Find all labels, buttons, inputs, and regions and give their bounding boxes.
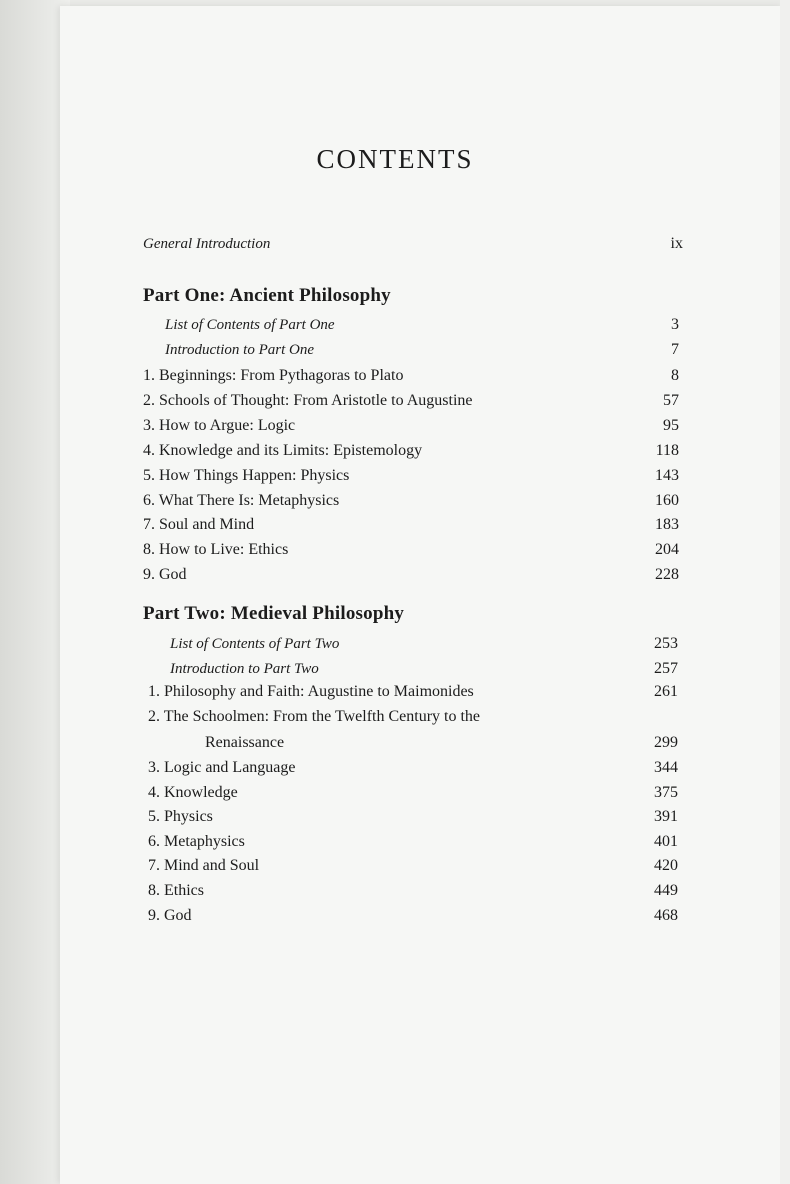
toc-chapter-label: 6. Metaphysics	[148, 832, 245, 850]
toc-entry-label: Introduction to Part One	[165, 342, 315, 358]
toc-chapter-page: 143	[655, 466, 679, 484]
toc-entry-label: List of Contents of Part Two	[170, 636, 340, 652]
toc-chapter-label: 2. The Schoolmen: From the Twelfth Century to the	[148, 708, 481, 725]
toc-chapter-page: 449	[654, 882, 678, 899]
toc-entry-introduction-part-one	[165, 338, 679, 362]
toc-chapter	[143, 489, 679, 513]
toc-chapter-label: 5. How Things Happen: Physics	[143, 466, 350, 484]
toc-chapter-page: 160	[655, 491, 679, 509]
toc-chapter-page: 468	[654, 906, 678, 924]
toc-chapter	[148, 680, 678, 704]
toc-chapter-page: 204	[655, 541, 679, 559]
toc-entry-page: 3	[671, 316, 679, 333]
toc-chapter	[148, 705, 678, 729]
toc-chapter	[143, 364, 679, 388]
toc-entry-general-introduction	[143, 232, 683, 256]
toc-chapter	[148, 854, 678, 878]
toc-chapter	[143, 464, 679, 488]
toc-chapter-label: 9. God	[143, 566, 187, 584]
toc-chapter-label: 6. What There Is: Metaphysics	[143, 491, 340, 509]
toc-chapter	[143, 389, 679, 413]
toc-chapter-page: 228	[655, 566, 679, 584]
toc-chapter	[143, 538, 679, 562]
toc-entry-page: 7	[671, 341, 679, 358]
toc-entry-label: Introduction to Part Two	[170, 661, 319, 677]
toc-entry-label: List of Contents of Part One	[165, 317, 335, 333]
toc-entry-introduction-part-two	[170, 657, 678, 681]
toc-chapter-page: 118	[655, 441, 679, 459]
toc-chapter-page: 344	[654, 759, 678, 776]
toc-chapter-label: 8. Ethics	[148, 882, 204, 899]
part-one-heading: Part One: Ancient Philosophy	[143, 285, 391, 306]
toc-chapter-page: 375	[654, 783, 678, 801]
toc-chapter-label: 7. Soul and Mind	[143, 516, 255, 534]
toc-chapter-page: 183	[655, 516, 679, 534]
toc-chapter	[148, 904, 678, 928]
toc-chapter-label: 4. Knowledge and its Limits: Epistemology	[143, 441, 423, 459]
toc-chapter-continuation	[148, 731, 678, 755]
toc-chapter	[143, 513, 679, 537]
toc-chapter-page: 8	[671, 367, 679, 384]
toc-chapter-label-continuation: Renaissance	[205, 734, 285, 751]
toc-chapter	[148, 830, 678, 854]
toc-chapter	[148, 756, 678, 780]
toc-chapter-label: 2. Schools of Thought: From Aristotle to Augustine	[143, 391, 473, 409]
toc-entry-page: 257	[654, 660, 678, 677]
toc-chapter-page: 57	[663, 391, 679, 409]
toc-chapter	[148, 879, 678, 903]
toc-chapter-label: 5. Physics	[148, 808, 213, 826]
toc-entry-list-of-contents-part-one	[165, 313, 679, 337]
toc-chapter-label: 1. Philosophy and Faith: Augustine to Maimonides	[148, 683, 474, 700]
toc-entry-label: General Introduction	[143, 236, 271, 252]
toc-entry-list-of-contents-part-two	[170, 632, 678, 656]
toc-chapter-page: 420	[654, 857, 678, 875]
toc-chapter-label: 4. Knowledge	[148, 783, 238, 801]
toc-chapter	[148, 781, 678, 805]
toc-chapter-label: 3. How to Argue: Logic	[143, 416, 296, 434]
toc-chapter	[148, 805, 678, 829]
toc-chapter-label: 1. Beginnings: From Pythagoras to Plato	[143, 367, 404, 384]
toc-chapter-label: 9. God	[148, 906, 192, 924]
part-two-heading: Part Two: Medieval Philosophy	[143, 603, 405, 624]
toc-chapter-label: 3. Logic and Language	[148, 759, 296, 776]
toc-chapter-page: 95	[663, 416, 679, 434]
toc-chapter	[143, 563, 679, 587]
book-page	[60, 6, 782, 1184]
toc-chapter-page: 391	[654, 808, 678, 826]
toc-chapter-label: 8. How to Live: Ethics	[143, 541, 289, 559]
toc-chapter-page: 401	[654, 832, 678, 850]
page-edge	[780, 0, 790, 1184]
toc-entry-page: ix	[670, 235, 683, 252]
toc-chapter	[143, 439, 679, 463]
page-title: CONTENTS	[316, 144, 474, 174]
toc-chapter-page: 261	[654, 683, 678, 700]
toc-chapter-page: 299	[654, 734, 678, 751]
toc-chapter-label: 7. Mind and Soul	[148, 857, 260, 875]
toc-chapter	[143, 414, 679, 438]
toc-entry-page: 253	[654, 635, 678, 652]
